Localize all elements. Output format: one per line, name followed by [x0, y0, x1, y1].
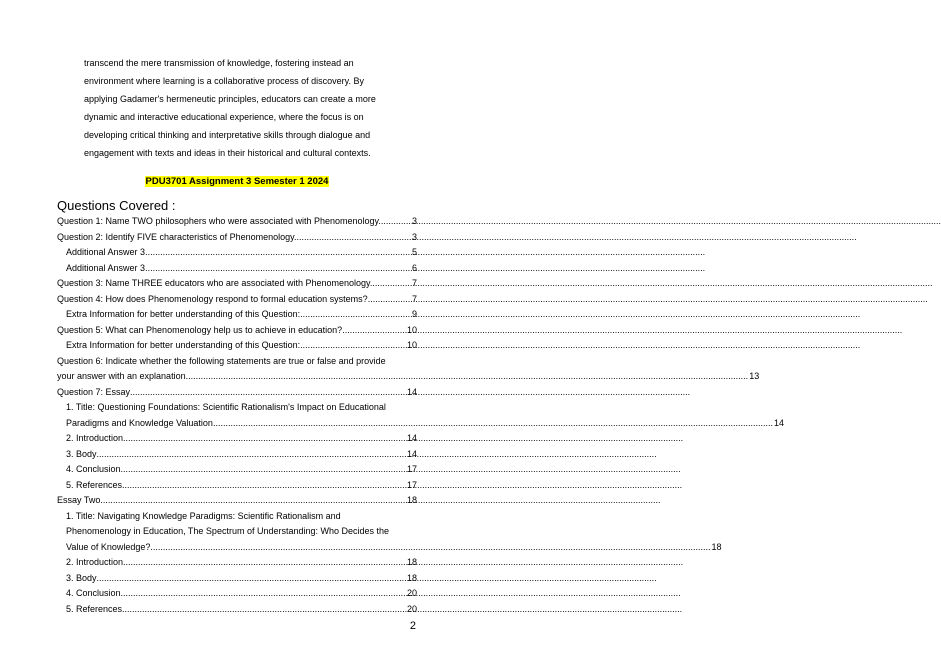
toc-entry-essay2-references[interactable]: [57, 602, 417, 618]
toc-entry-title-line: Paradigms and Knowledge Valuation: [66, 417, 213, 428]
toc-entry-page: 14: [406, 386, 417, 397]
toc-entry-title: 3. Body: [66, 448, 97, 459]
intro-line: engagement with texts and ideas in their historical and cultural contexts.: [84, 148, 371, 158]
intro-paragraph: [84, 54, 406, 162]
toc-entry-title: Extra Information for better understanding of this Question:: [66, 309, 301, 319]
toc-entry-essay1-references[interactable]: [57, 478, 417, 494]
toc-entry-question-7[interactable]: [57, 385, 417, 401]
toc-entry-page: 14: [774, 417, 785, 428]
toc-entry-page: 13: [749, 371, 760, 381]
toc-entry-title: 5. References: [66, 603, 123, 614]
questions-covered-heading: Questions Covered :: [57, 198, 176, 213]
toc-entry-essay2-body[interactable]: [57, 571, 417, 587]
toc-entry-additional-answer-3a[interactable]: [57, 245, 417, 261]
toc-entry-title-line: 1. Title: Questioning Foundations: Scientific Rationalism's Impact on Educational: [66, 402, 386, 412]
toc-entry-question-6[interactable]: [57, 354, 760, 385]
toc-entry-page: 14: [406, 448, 417, 459]
toc-entry-title: 3. Body: [66, 572, 97, 583]
assignment-title-text: PDU3701 Assignment 3 Semester 1 2024: [145, 176, 329, 187]
toc-entry-question-5[interactable]: [57, 323, 417, 339]
toc-entry-title: Extra Information for better understanding of this Question:: [66, 340, 301, 350]
toc-entry-extra-info-q5[interactable]: [57, 338, 417, 354]
toc-entry-question-4[interactable]: [57, 292, 417, 308]
toc-entry-page: 3: [411, 216, 417, 226]
toc-entry-question-3[interactable]: [57, 276, 417, 292]
toc-entry-title-line: 1. Title: Navigating Knowledge Paradigms: Scientific Rationalism and: [66, 510, 341, 521]
toc-entry-extra-info-q4[interactable]: [57, 307, 417, 323]
toc-entry-title: Question 7: Essay: [57, 386, 131, 397]
toc-entry-title: Additional Answer 3: [66, 262, 146, 273]
toc-entry-essay1-body[interactable]: [57, 447, 417, 463]
assignment-title: [0, 176, 474, 187]
toc-entry-title: 2. Introduction: [66, 557, 124, 567]
toc-entry-title: Essay Two: [57, 495, 101, 505]
toc-entry-title-line: Phenomenology in Education, The Spectrum of Understanding: Who Decides the: [66, 526, 390, 536]
toc-entry-title-line: your answer with an explanation.: [57, 371, 189, 381]
toc-entry-title: 5. References: [66, 479, 123, 490]
toc-entry-title: Question 4: How does Phenomenology respond to formal education systems?: [57, 293, 368, 304]
toc-entry-title: Question 3: Name THREE educators who are associated with Phenomenology.: [57, 278, 373, 288]
toc-entry-page: 18: [711, 541, 722, 552]
toc-entry-page: 7: [411, 278, 417, 288]
toc-entry-essay2-conclusion[interactable]: [57, 586, 417, 602]
toc-entry-essay2-introduction[interactable]: [57, 555, 417, 571]
intro-line: dynamic and interactive educational experience, where the focus is on: [84, 112, 364, 122]
toc-entry-page: 3: [411, 231, 417, 242]
toc-entry-title-line: Question 6: Indicate whether the following statements are true or false and provide: [57, 355, 386, 366]
toc-entry-title: 4. Conclusion: [66, 464, 121, 474]
toc-entry-page: 20: [406, 603, 417, 614]
toc-entry-page: 9: [411, 309, 417, 319]
intro-line: environment where learning is a collaborative process of discovery. By: [84, 76, 364, 86]
toc-entry-page: 10: [406, 324, 417, 335]
page-number: 2: [409, 620, 416, 632]
toc-entry-title: Question 2: Identify FIVE characteristics of Phenomenology.: [57, 231, 297, 242]
toc-entry-title: 2. Introduction: [66, 433, 124, 443]
intro-line: developing critical thinking and interpretative skills through dialogue and: [84, 130, 371, 140]
toc-entry-question-2[interactable]: [57, 230, 417, 246]
toc-entry-title: 4. Conclusion: [66, 588, 121, 598]
toc-entry-title: Additional Answer 3: [66, 247, 146, 257]
toc-entry-page: 17: [406, 464, 417, 474]
toc-entry-title: Question 1: Name TWO philosophers who were associated with Phenomenology.: [57, 216, 381, 226]
toc-entry-essay1-introduction[interactable]: [57, 431, 417, 447]
toc-entry-page: 14: [406, 433, 417, 443]
toc-entry-essay-two[interactable]: [57, 493, 417, 509]
toc-entry-title-line: Value of Knowledge?: [66, 541, 151, 552]
toc-entry-additional-answer-3b[interactable]: [57, 261, 417, 277]
toc-entry-page: 20: [406, 588, 417, 598]
intro-line: applying Gadamer's hermeneutic principles, educators can create a more: [84, 94, 376, 104]
toc-entry-essay2-title[interactable]: [57, 509, 722, 556]
toc-entry-page: 18: [406, 495, 417, 505]
toc-entry-page: 10: [406, 340, 417, 350]
intro-line: transcend the mere transmission of knowledge, fostering instead an: [84, 58, 354, 68]
toc-entry-page: 17: [406, 479, 417, 490]
toc-entry-page: 7: [411, 293, 417, 304]
toc-entry-essay1-conclusion[interactable]: [57, 462, 417, 478]
toc-entry-page: 6: [411, 262, 417, 273]
toc-entry-page: 18: [406, 557, 417, 567]
toc-entry-title: Question 5: What can Phenomenology help us to achieve in education?: [57, 324, 343, 335]
table-of-contents: [57, 214, 785, 617]
toc-entry-essay1-title[interactable]: [57, 400, 785, 431]
toc-entry-page: 5: [411, 247, 417, 257]
toc-entry-page: 18: [406, 572, 417, 583]
toc-entry-question-1[interactable]: [57, 214, 417, 230]
